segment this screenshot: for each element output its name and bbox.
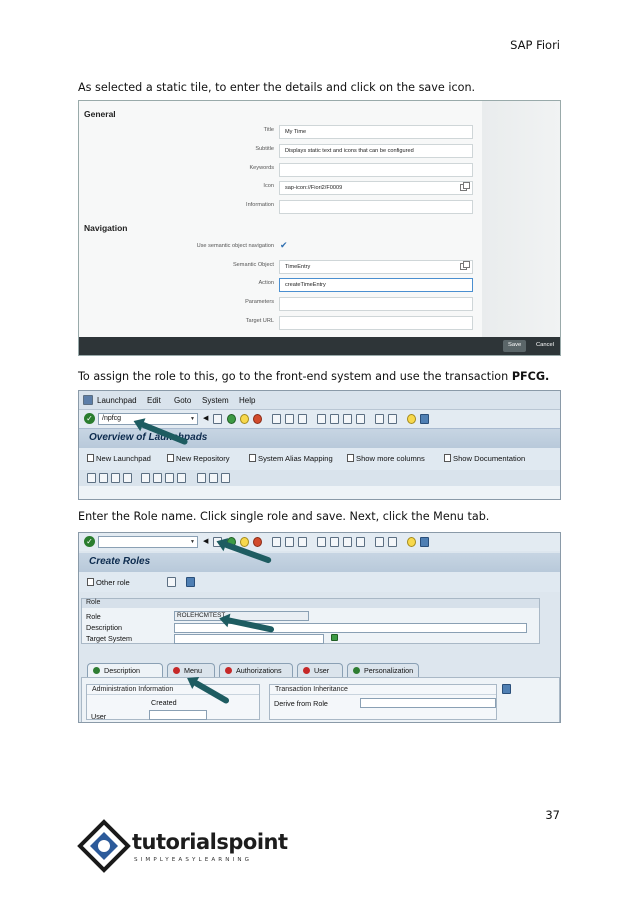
help-icon[interactable] <box>407 537 416 547</box>
export-icon[interactable] <box>177 473 186 483</box>
layout-icon[interactable] <box>420 414 429 424</box>
documentation-icon <box>444 454 451 462</box>
general-section-title: General <box>84 109 116 119</box>
tab-user[interactable] <box>297 663 343 677</box>
keywords-row <box>79 163 479 177</box>
tab-menu-label: Menu <box>184 666 202 675</box>
info-icon[interactable] <box>186 577 195 587</box>
create-roles-screenshot <box>78 532 561 723</box>
parameters-label: Parameters <box>245 299 274 305</box>
status-green-icon <box>93 667 100 674</box>
command-field[interactable] <box>98 536 198 548</box>
dropdown-icon[interactable]: ▼ <box>190 416 195 422</box>
title-row <box>79 125 479 139</box>
tab-description-label: Description <box>104 666 140 675</box>
keywords-label: Keywords <box>249 165 274 171</box>
cancel-button[interactable]: Cancel <box>536 342 555 348</box>
previous-page-icon[interactable] <box>330 414 339 424</box>
print-icon[interactable] <box>272 414 281 424</box>
role-input[interactable]: ROLEHCMTEST <box>174 611 309 621</box>
checkbox-icon[interactable]: ✔ <box>280 241 288 251</box>
last-page-icon[interactable] <box>356 537 365 547</box>
mapping-icon <box>249 454 256 462</box>
tile-config-screenshot <box>78 100 561 356</box>
action-row <box>79 278 479 292</box>
cancel-icon[interactable] <box>253 414 262 424</box>
status-green-icon <box>353 667 360 674</box>
semantic-object-row <box>79 260 479 274</box>
title-bar <box>79 553 560 572</box>
subtotal-icon[interactable] <box>153 473 162 483</box>
cancel-icon[interactable] <box>253 537 262 547</box>
tutorialspoint-logo <box>74 818 288 880</box>
find-icon[interactable] <box>285 414 294 424</box>
title-label: Title <box>263 127 274 133</box>
info-icon[interactable] <box>502 684 511 694</box>
first-page-icon[interactable] <box>317 414 326 424</box>
status-red-icon <box>303 667 310 674</box>
subtitle-row <box>79 144 479 158</box>
layout-icon[interactable] <box>420 537 429 547</box>
logo-icon <box>74 818 134 878</box>
inheritance-title: Transaction Inheritance <box>270 685 496 695</box>
value-help-icon[interactable] <box>460 184 467 191</box>
filter-icon[interactable] <box>123 473 132 483</box>
status-green-icon <box>331 634 338 641</box>
details-icon[interactable] <box>87 473 96 483</box>
side-panel <box>482 101 560 339</box>
parameters-input[interactable] <box>279 297 473 311</box>
parameters-row <box>79 297 479 311</box>
layout-save-icon[interactable] <box>221 473 230 483</box>
tab-panel <box>81 677 560 723</box>
document-icon <box>87 454 94 462</box>
footer-bar <box>79 337 561 355</box>
derive-label: Derive from Role <box>274 699 328 708</box>
shortcut-icon[interactable] <box>388 414 397 424</box>
target-url-row <box>79 316 479 330</box>
back-arrow-icon[interactable]: ◀ <box>203 415 209 422</box>
launchpad-screenshot <box>78 390 561 500</box>
value-help-icon[interactable] <box>460 263 467 270</box>
created-label: Created <box>151 698 177 707</box>
save-icon[interactable] <box>213 414 222 424</box>
find-next-icon[interactable] <box>298 537 307 547</box>
inheritance-group <box>269 684 497 720</box>
target-system-input[interactable] <box>174 634 324 644</box>
find-icon[interactable] <box>285 537 294 547</box>
keywords-input[interactable] <box>279 163 473 177</box>
hierarchy-icon[interactable] <box>167 577 176 587</box>
layout-select-icon[interactable] <box>197 473 206 483</box>
exit-icon[interactable] <box>240 414 249 424</box>
title-input[interactable]: My Time <box>279 125 473 139</box>
print-preview-icon[interactable] <box>165 473 174 483</box>
role-group-title: Role <box>82 599 539 608</box>
new-session-icon[interactable] <box>375 537 384 547</box>
previous-page-icon[interactable] <box>330 537 339 547</box>
page-number: 37 <box>545 808 560 822</box>
other-role-button[interactable] <box>87 578 130 587</box>
menu-goto[interactable]: Goto <box>174 396 192 405</box>
semantic-object-value: TimeEntry <box>285 264 311 270</box>
new-launchpad-label: New Launchpad <box>96 454 151 463</box>
administration-group <box>86 684 260 720</box>
logo-tagline: SIMPLYEASYLEARNING <box>134 857 253 863</box>
tab-description[interactable] <box>87 663 163 677</box>
information-row <box>79 200 479 214</box>
page-header: SAP Fiori <box>510 38 560 52</box>
subtitle-input[interactable]: Displays static text and icons that can be configured <box>279 144 473 158</box>
system-alias-mapping-button[interactable] <box>249 454 333 463</box>
administration-title: Administration Information <box>87 685 259 695</box>
icon-label: Icon <box>263 183 274 189</box>
columns-icon <box>347 454 354 462</box>
semantic-nav-label: Use semantic object navigation <box>196 243 274 249</box>
role-paragraph: Enter the Role name. Click single role and save. Next, click the Menu tab. <box>78 510 490 523</box>
status-red-icon <box>173 667 180 674</box>
alv-toolbar <box>79 470 560 486</box>
target-url-input[interactable] <box>279 316 473 330</box>
semantic-object-input[interactable] <box>279 260 473 274</box>
menu-launchpad[interactable]: Launchpad <box>97 396 137 405</box>
first-page-icon[interactable] <box>317 537 326 547</box>
semantic-nav-row <box>79 241 479 255</box>
pfcg-bold: PFCG. <box>511 370 550 383</box>
document-icon <box>167 454 174 462</box>
enter-check-icon[interactable]: ✓ <box>84 413 95 424</box>
tab-personalization[interactable] <box>347 663 419 677</box>
subtitle-label: Subtitle <box>255 146 274 152</box>
semantic-object-label: Semantic Object <box>232 262 274 268</box>
help-icon[interactable] <box>407 414 416 424</box>
navigation-section-title: Navigation <box>84 223 128 233</box>
application-toolbar <box>79 448 560 470</box>
dropdown-icon[interactable]: ▼ <box>190 539 195 545</box>
derive-input[interactable] <box>360 698 496 708</box>
action-input[interactable]: createTimeEntry <box>279 278 473 292</box>
last-page-icon[interactable] <box>356 414 365 424</box>
find-next-icon[interactable] <box>298 414 307 424</box>
other-role-icon <box>87 578 94 586</box>
sum-icon[interactable] <box>141 473 150 483</box>
sort-desc-icon[interactable] <box>111 473 120 483</box>
save-button[interactable]: Save <box>503 340 526 352</box>
list-area <box>79 486 560 500</box>
application-toolbar <box>79 572 560 592</box>
pfcg-text: To assign the role to this, go to the front-end system and use the transaction <box>78 370 512 383</box>
description-label: Description <box>86 623 122 632</box>
show-more-columns-button[interactable] <box>347 454 425 463</box>
tab-user-label: User <box>314 666 330 675</box>
logo-name: tutorialspoint <box>132 830 288 854</box>
icon-row <box>79 181 479 195</box>
new-repository-button[interactable] <box>167 454 230 463</box>
other-role-label: Other role <box>96 578 130 587</box>
next-page-icon[interactable] <box>343 537 352 547</box>
standard-toolbar <box>79 533 560 551</box>
information-input[interactable] <box>279 200 473 214</box>
show-documentation-button[interactable] <box>444 454 525 463</box>
user-input[interactable] <box>149 710 207 720</box>
command-value: /npfcg <box>102 415 122 422</box>
system-alias-mapping-label: System Alias Mapping <box>258 454 333 463</box>
back-arrow-icon[interactable]: ◀ <box>203 538 209 545</box>
tab-authorizations[interactable] <box>219 663 293 677</box>
intro-paragraph: As selected a static tile, to enter the details and click on the save icon. <box>78 81 476 94</box>
print-icon[interactable] <box>272 537 281 547</box>
screen-title: Create Roles <box>89 556 151 567</box>
icon-input[interactable] <box>279 181 473 195</box>
screen-title: Overview of Launchpads <box>89 432 208 443</box>
target-system-label: Target System <box>86 634 132 643</box>
new-repository-label: New Repository <box>176 454 230 463</box>
layout-change-icon[interactable] <box>209 473 218 483</box>
information-label: Information <box>246 202 274 208</box>
show-more-columns-label: Show more columns <box>356 454 425 463</box>
show-documentation-label: Show Documentation <box>453 454 526 463</box>
menu-system[interactable]: System <box>202 396 229 405</box>
role-label: Role <box>86 612 101 621</box>
new-launchpad-button[interactable] <box>87 454 151 463</box>
action-label: Action <box>258 280 274 286</box>
sort-asc-icon[interactable] <box>99 473 108 483</box>
menu-edit[interactable]: Edit <box>147 396 161 405</box>
menu-help[interactable]: Help <box>239 396 256 405</box>
status-red-icon <box>225 667 232 674</box>
sap-logo-icon <box>83 395 93 405</box>
role-group <box>81 598 540 644</box>
new-session-icon[interactable] <box>375 414 384 424</box>
icon-value: sap-icon://Fiori2/F0009 <box>285 185 343 191</box>
back-icon[interactable] <box>227 414 236 424</box>
user-label: User <box>91 712 107 721</box>
exit-icon[interactable] <box>240 537 249 547</box>
next-page-icon[interactable] <box>343 414 352 424</box>
shortcut-icon[interactable] <box>388 537 397 547</box>
pfcg-paragraph <box>78 370 549 383</box>
tab-personalization-label: Personalization <box>364 666 414 675</box>
target-url-label: Target URL <box>245 318 274 324</box>
menu-bar <box>79 391 560 410</box>
enter-check-icon[interactable]: ✓ <box>84 536 95 547</box>
tab-authorizations-label: Authorizations <box>236 666 282 675</box>
